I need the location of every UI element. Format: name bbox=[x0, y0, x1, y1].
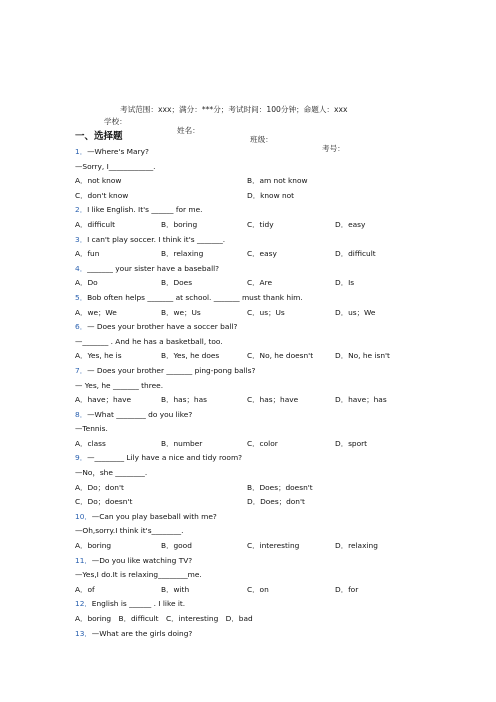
question-number: 5． bbox=[75, 292, 88, 302]
answer-option: D．easy bbox=[335, 219, 366, 229]
options-row bbox=[75, 306, 475, 321]
answer-option: A．have；have bbox=[75, 395, 132, 405]
answer-option: C．tidy bbox=[247, 219, 274, 229]
school-label: 学校： bbox=[104, 117, 127, 126]
answer-option: B．number bbox=[161, 438, 203, 448]
question-text: — Yes, he _______ three. bbox=[75, 380, 164, 390]
answer-option: B．we；Us bbox=[161, 307, 201, 317]
question-number: 4． bbox=[75, 263, 88, 273]
answer-option: B．am not know bbox=[247, 176, 308, 186]
options-row bbox=[75, 276, 475, 291]
question-number: 8． bbox=[75, 409, 88, 419]
answer-option: A．fun bbox=[75, 249, 100, 259]
question-list bbox=[75, 145, 475, 641]
question-number: 3． bbox=[75, 234, 88, 244]
answer-option: C．easy bbox=[247, 249, 277, 259]
answer-option: A．we；We bbox=[75, 307, 117, 317]
answer-option: A．not know bbox=[75, 176, 122, 186]
options-row bbox=[75, 612, 475, 627]
question-stem bbox=[75, 627, 475, 642]
question-stem bbox=[75, 233, 475, 248]
answer-option: D．Does；don't bbox=[247, 497, 305, 507]
answer-option: C．on bbox=[247, 584, 269, 594]
question-number: 13． bbox=[75, 628, 92, 638]
answer-option: B．good bbox=[161, 541, 192, 551]
question-text: —No，she ________. bbox=[75, 468, 148, 478]
question-text: —Can you play baseball with me? bbox=[91, 511, 217, 521]
question-text: I can't play soccer. I think it's _______. bbox=[87, 234, 226, 244]
exam-info-text: 考试范围：xxx；满分：***分；考试时间：100分钟；命题人：xxx bbox=[120, 105, 348, 114]
options-row bbox=[75, 583, 475, 598]
question-text: _______ your sister have a baseball? bbox=[87, 263, 220, 273]
options-row bbox=[75, 174, 475, 189]
question-stem bbox=[75, 510, 475, 525]
answer-option: D．relaxing bbox=[335, 541, 378, 551]
answer-option: B．Does bbox=[161, 278, 193, 288]
class-label: 班级： bbox=[250, 135, 273, 144]
question-stem bbox=[75, 408, 475, 423]
answer-option: A．Do bbox=[75, 278, 98, 288]
question-number: 9． bbox=[75, 453, 88, 463]
answer-option: C．interesting bbox=[247, 541, 300, 551]
question-text: — Does your brother have a soccer ball? bbox=[87, 322, 238, 332]
question-stem bbox=[75, 262, 475, 277]
answer-option: C．No, he doesn't bbox=[247, 351, 314, 361]
options-row bbox=[75, 393, 475, 408]
question-text: —Tennis. bbox=[75, 424, 108, 434]
question-number: 11． bbox=[75, 555, 92, 565]
options-row bbox=[75, 218, 475, 233]
options-row bbox=[75, 437, 475, 452]
question-stem bbox=[75, 291, 475, 306]
answer-option: B．Yes, he does bbox=[161, 351, 220, 361]
answer-option: D．Is bbox=[335, 278, 355, 288]
answer-option: A．boring bbox=[75, 541, 112, 551]
answer-option: A．Do；don't bbox=[75, 482, 124, 492]
answer-option: C．color bbox=[247, 438, 278, 448]
answer-option: A．boring B．difficult C．interesting D．bad bbox=[75, 614, 253, 623]
question-number: 10． bbox=[75, 511, 92, 521]
answer-option: B．has；has bbox=[161, 395, 207, 405]
name-label: 姓名： bbox=[177, 126, 200, 135]
dialogue-line bbox=[75, 379, 475, 394]
question-stem bbox=[75, 554, 475, 569]
question-text: —Oh,sorry.I think it's________. bbox=[75, 526, 184, 536]
options-row bbox=[75, 189, 475, 204]
answer-option: B．Does；doesn't bbox=[247, 482, 313, 492]
answer-option: A．Yes, he is bbox=[75, 351, 122, 361]
answer-option: C．us；Us bbox=[247, 307, 285, 317]
answer-option: D．for bbox=[335, 584, 359, 594]
answer-option: D．know not bbox=[247, 190, 295, 200]
question-text: — Does your brother _______ ping-pong balls? bbox=[87, 365, 256, 375]
section-title: 一、选择题 bbox=[75, 131, 123, 142]
answer-option: B．boring bbox=[161, 219, 198, 229]
options-row bbox=[75, 481, 475, 496]
answer-option: C．has；have bbox=[247, 395, 299, 405]
answer-option: A．difficult bbox=[75, 219, 116, 229]
options-row bbox=[75, 495, 475, 510]
question-stem bbox=[75, 203, 475, 218]
question-stem bbox=[75, 451, 475, 466]
question-text: —What are the girls doing? bbox=[91, 628, 193, 638]
question-text: I like English. It's ______ for me. bbox=[87, 205, 203, 215]
answer-option: A．of bbox=[75, 584, 95, 594]
answer-option: B．with bbox=[161, 584, 190, 594]
answer-option: C．Are bbox=[247, 278, 273, 288]
question-stem bbox=[75, 320, 475, 335]
answer-option: C．don't know bbox=[75, 190, 129, 200]
question-number: 2． bbox=[75, 205, 88, 215]
dialogue-line bbox=[75, 466, 475, 481]
question-text: —________ Lily have a nice and tidy room? bbox=[87, 453, 243, 463]
question-stem bbox=[75, 597, 475, 612]
question-text: —Do you like watching TV? bbox=[91, 555, 193, 565]
answer-option: D．sport bbox=[335, 438, 368, 448]
dialogue-line bbox=[75, 422, 475, 437]
dialogue-line bbox=[75, 160, 475, 175]
answer-option: D．No, he isn't bbox=[335, 351, 390, 361]
answer-option: D．us；We bbox=[335, 307, 376, 317]
question-text: —Where's Mary? bbox=[87, 147, 149, 156]
question-text: Bob often helps _______ at school. _______ must thank him. bbox=[87, 292, 303, 302]
answer-option: A．class bbox=[75, 438, 106, 448]
question-text: —Yes,I do.It is relaxing________me. bbox=[75, 570, 202, 580]
question-stem bbox=[75, 145, 475, 160]
answer-option: D．have；has bbox=[335, 395, 387, 405]
question-number: 12． bbox=[75, 599, 92, 609]
options-row bbox=[75, 247, 475, 262]
answer-option: C．Do；doesn't bbox=[75, 497, 133, 507]
question-stem bbox=[75, 364, 475, 379]
options-row bbox=[75, 349, 475, 364]
question-number: 6． bbox=[75, 322, 88, 332]
answer-option: B．relaxing bbox=[161, 249, 204, 259]
question-text: —Sorry, I____________. bbox=[75, 161, 156, 171]
question-number: 7． bbox=[75, 365, 88, 375]
dialogue-line bbox=[75, 524, 475, 539]
question-number: 1． bbox=[75, 147, 88, 156]
exam-number-label: 考号： bbox=[322, 144, 345, 153]
question-text: —What ________ do you like? bbox=[87, 409, 193, 419]
answer-option: D．difficult bbox=[335, 249, 376, 259]
question-text: —_______ . And he has a basketball, too. bbox=[75, 336, 223, 346]
options-row bbox=[75, 539, 475, 554]
dialogue-line bbox=[75, 568, 475, 583]
question-text: English is ______ . I like it. bbox=[91, 599, 186, 609]
dialogue-line bbox=[75, 335, 475, 350]
